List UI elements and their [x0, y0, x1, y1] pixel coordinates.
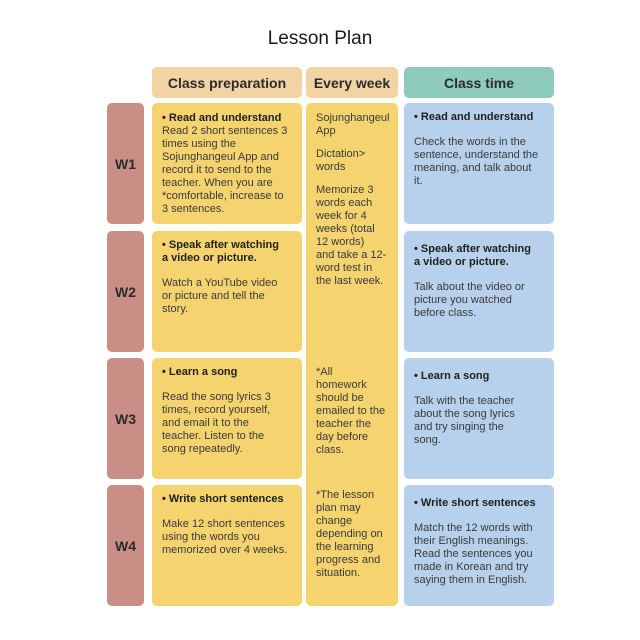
week-label-w3: W3 — [107, 358, 144, 479]
class-time-text: Match the 12 words with their English meanings. Read the sentences you made in Korean and try saying them in English. — [414, 522, 533, 586]
header-class-time: Class time — [404, 67, 554, 98]
prep-cell-w3 — [152, 358, 302, 479]
prep-text: Make 12 short sentences using the words you memorized over 4 weeks. — [162, 518, 288, 556]
prep-cell-w4 — [152, 485, 302, 606]
header-class-preparation: Class preparation — [152, 67, 302, 98]
prep-cell-w2 — [152, 231, 302, 352]
class-time-cell-w3 — [404, 358, 554, 479]
week-label-w2: W2 — [107, 231, 144, 352]
prep-heading: • Learn a song — [162, 366, 238, 378]
every-week-note: Memorize 3 words each week for 4 weeks (total 12 words) and take a 12- word test in the last week. — [316, 184, 387, 287]
every-week-note: Dictation> words — [316, 148, 366, 173]
week-label-w1: W1 — [107, 103, 144, 224]
class-time-text: Talk with the teacher about the song lyrics and try singing the song. — [414, 395, 515, 446]
prep-text: Read the song lyrics 3 times, record yourself, and email it to the teacher. Listen to the song repeatedly. — [162, 391, 271, 455]
week-label-w4: W4 — [107, 485, 144, 606]
class-time-cell-w1 — [404, 103, 554, 224]
class-time-cell-w4 — [404, 485, 554, 606]
every-week-note: Sojunghangeul App — [316, 112, 390, 137]
class-time-heading: • Write short sentences — [414, 497, 536, 509]
prep-heading: • Speak after watching a video or picture. — [162, 239, 279, 264]
page-title: Lesson Plan — [267, 28, 373, 49]
class-time-text: Check the words in the sentence, understand the meaning, and talk about it. — [414, 136, 539, 187]
prep-heading: • Write short sentences — [162, 493, 284, 505]
class-time-text: Talk about the video or picture you watched before class. — [414, 281, 525, 319]
prep-heading: • Read and understand — [162, 112, 282, 124]
every-week-column — [306, 103, 398, 606]
class-time-heading: • Learn a song — [414, 370, 490, 382]
every-week-note: *All homework should be emailed to the teacher the day before class. — [316, 366, 386, 456]
prep-text: Watch a YouTube video or picture and tell the story. — [162, 277, 278, 315]
class-time-heading: • Read and understand — [414, 111, 534, 123]
class-time-cell-w2 — [404, 231, 554, 352]
prep-cell-w1 — [152, 103, 302, 224]
class-time-heading: • Speak after watching a video or picture. — [414, 243, 531, 268]
every-week-note: *The lesson plan may change depending on the learning progress and situation. — [316, 489, 383, 579]
prep-text: Read 2 short sentences 3 times using the Sojunghangeul App and record it to send to the teacher. When you are *comfortable, increase to 3 sentences. — [162, 125, 288, 215]
header-every-week: Every week — [306, 67, 398, 98]
